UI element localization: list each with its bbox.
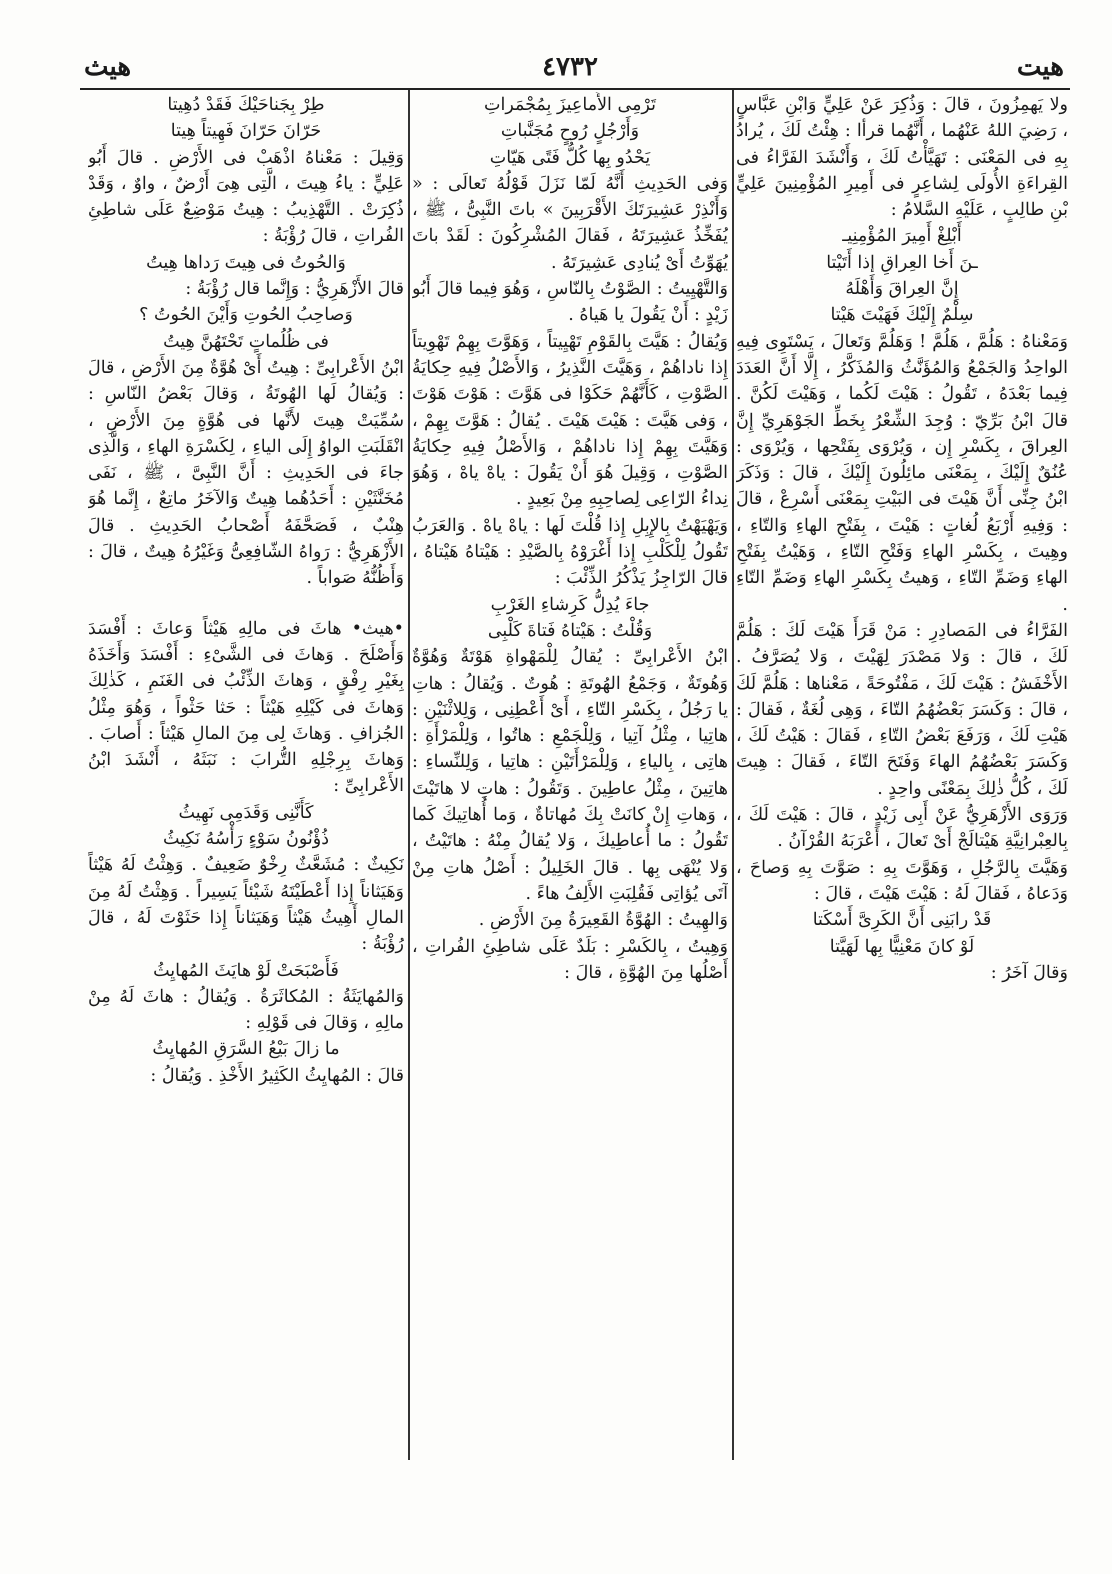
verse-line: كَأَنَّنِى وَقَدَمِى نَهِيثُ: [178, 802, 314, 823]
paragraph: وَيُقالُ : هَيَّتَ بِالقَوْمِ تَهْيِيتاً ، وَهَوَّتَ بِهِمْ تَهْوِيتاً إِذا ناداهُمْ ، وَهَيَّتَ النَّذِيرُ ، وَالأَصْلُ فِيهِ حِكايَةُ الصَّوْتِ ، كَأَنَّهُمْ حَكَوْا فى هَوَّتَ : هَوْتَ هَوْتَ ، وَفى هَيَّتَ : هَيْتَ هَيْتَ . يُقالُ : هَوَّتَ بِهِمْ ، وَهَيَّتَ بِهِمْ إِذا ناداهُمْ ، وَالأَصْلُ فِيهِ حِكايَةُ الصَّوْتِ ، وَقِيلَ هُوَ أَنْ يَقُولَ : ياهْ ياهْ ، وَهُوَ نِداءُ الرّاعِى لِصاحِبِهِ مِنْ بَعِيدٍ .: [412, 331, 728, 510]
paragraph: وَرَوَى الأَزْهَرِيُّ عَنْ أَبِى زَيْدٍ ، قالَ : هَيْتَ لَكَ ، بِالعِبْرانِيَّةِ هَيْتالَجْ أَىْ تَعالَ ، أَعْرَبَهُ القُرْآنُ .: [736, 805, 1068, 852]
paragraph: وَهَيَّتَ بِالرَّجُلِ ، وَهَوَّتَ بِهِ : صَوَّتَ بِهِ وَصاحَ ، وَدَعاهُ ، فَقالَ لَهُ : هَيْتَ هَيْتَ ، قالَ :: [736, 857, 1068, 904]
paragraph: ابْنُ الأَعْرابِىِّ : يُقالُ لِلْمَهْواةِ هَوْتَةٌ وَهُوَّةٌ وَهُوتَةٌ ، وَجَمْعُ الهُوتَةِ : هُوتٌ . وَيُقالُ : هاتِ يا رَجُلُ ، بِكَسْرِ التّاءِ ، أَىْ أَعْطِنِى ، وَلِلاثْنَيْنِ : هاتِيا ، مِثْلُ آتِيا ، وَلِلْجَمْعِ : هاتُوا ، وَلِلْمَرْأَةِ : هاتِى ، بِالياءِ ، وَلِلْمَرْأَتَيْنِ : هاتِيا ، وَلِلنِّساءِ : هاتِينَ ، مِثْلُ عاطِينَ . وَتَقُولُ : هاتِ لا هاتَيْتَ ، وَهاتِ إِنْ كانَتْ بِكَ مُهاتاةٌ ، وَما أُهاتِيكَ كَما تَقُولُ : ما أُعاطِيكَ ، وَلا يُقالُ مِنْهُ : هاتَيْتُ ، وَلا يُنْهَى بِها . قالَ الخَلِيلُ : أَصْلُ هاتِ مِنْ آتَى يُؤاتِى فَقُلِبَتِ الأَلِفُ هاءً .: [412, 647, 728, 904]
column-divider-left: [408, 90, 410, 1460]
verse-line: ـنَ أَخا العِراقِ إذا أَتَيْتا: [826, 252, 978, 273]
verse-line: سِلْمٌ إِلَيْكَ فَهَيْتَ هَيْتا: [830, 305, 974, 326]
verse-line: وَأَرْجُلٍ رُوحٍ مُجَنَّباتِ: [500, 121, 640, 142]
paragraph: وَيَهْيَهْتُ بِالإِبِلِ إِذا قُلْتَ لَها : ياهْ ياهْ . وَالعَرَبُ تَقُولُ لِلْكَلْبِ إِذا أَغْرَوْهُ بِالصَّيْدِ : هَيْتاهُ هَيْتاهُ ، قالَ الرّاجِزُ يَذْكُرُ الذِّئْبَ :: [412, 515, 728, 589]
verse-line: وَقُلْتُ : هَيْتاهُ فَتاةَ كَلْبِى: [487, 620, 653, 641]
paragraph: وَقالَ آخَرُ :: [990, 962, 1068, 983]
verse-line: وَالحُوتُ فى هِيتَ رَداها هِيتُ: [146, 252, 346, 273]
paragraph: وَالتَّهْيِيتُ : الصَّوْتُ بِالنّاسِ ، وَهُوَ فِيما قالَ أَبُو زَيْدٍ : أَنْ يَقُولَ يا هَياهُ .: [412, 279, 728, 326]
paragraph: •هيث• هاثَ فى مالِهِ هَيْثاً وَعاثَ : أَفْسَدَ وَأَصْلَحَ . وَهاثَ فى الشَّىْءِ : أَفْسَدَ وَأَخَذَهُ بِغَيْرِ رِفْقٍ ، وَهاثَ الذِّئْبُ فى الغَنَمِ ، كَذٰلِكَ وَهاثَ فى كَيْلِهِ هَيْثاً : حَثا حَثْواً ، وَهُوَ مِثْلُ الجُزافِ . وَهاثَ لِى مِنَ المالِ هَيْثاً : أَصابَ . وَهاثَ بِرِجْلِهِ التُّرابَ : نَبَثَهُ ، أَنْشَدَ ابْنُ الأَعْرابِىِّ :: [88, 618, 404, 797]
verse-line: طِرْ بِجَناحَيْكَ فَقَدْ دُهِيتا: [167, 95, 325, 115]
paragraph: ولا يَهمِزُونَ ، قالَ : وَذُكِرَ عَنْ عَلِيٍّ وَابْنِ عَبَّاسٍ ، رَضِيَ اللهُ عَنْهُما ، أَنَّهُما قرأا : هِئْتُ لَكَ ، يُرادُ بِهِ فى المَعْنَى : تَهَيَّأْتُ لَكَ ، وَأَنْشَدَ الفَرَّاءُ فى القِراءَةِ الأُولَى لِشاعِرٍ فى أَمِيرِ المُؤْمِنِينَ عَلِيٍّ بْنِ طالِبٍ ، عَلَيْهِ السَّلامُ :: [736, 95, 1068, 221]
paragraph: وَمَعْناهُ : هَلُمَّ ، هَلُمَّ ! وَهَلُمَّ وَتَعالَ ، يَسْتَوِى فِيهِ الواحِدُ وَالجَمْعُ وَالمُؤَنَّثُ وَالمُذَكَّرُ ، إِلَّا أَنَّ العَدَدَ فِيما بَعْدَهُ ، تَقُولُ : هَيْتَ لَكُما ، وَهَيْتَ لَكُنَّ . قالَ ابْنُ بَرِّيّ : وُجِدَ الشِّعْرُ بِخَطِّ الجَوْهَرِيِّ إِنَّ العِراقَ ، بِكَسْرِ إِن ، وَيُرْوَى بِفَتْحِها ، وَيُرْوَى : عُنُقٌ إِلَيْكَ ، بِمَعْنَى مائِلُونَ إِلَيْكَ ، قالَ : وَذَكَرَ ابْنُ جِنِّى أَنَّ هَيْتَ فى البَيْتِ بِمَعْنَى أَسْرِعْ ، قالَ : وَفِيهِ أَرْبَعُ لُغاتٍ : هَيْتَ ، بِفَتْحِ الهاءِ وَالتّاءِ ، وهِيتَ ، بِكَسْرِ الهاءِ وَفَتْحِ التّاءِ ، وَهَيْتُ بِفَتْحِ الهاءِ وَضَمِّ التّاءِ ، وَهيتُ بِكَسْرِ الهاءِ وَضَمِّ التّاءِ .: [736, 331, 1068, 615]
verse-line: ما زالَ بَيْعُ السَّرَقِ المُهايِثُ: [152, 1039, 340, 1060]
header-left-word: هيث: [84, 52, 132, 82]
paragraph: وَهِيتُ ، بِالكَسْرِ : بَلَدٌ عَلَى شاطِئِ الفُراتِ ، أَصْلُها مِنَ الهُوَّةِ ، قالَ :: [412, 936, 728, 983]
column-middle: [412, 92, 728, 1460]
verse-line: أَبْلِغْ أَمِيرَ المُؤْمِنِيـ: [842, 226, 962, 247]
paragraph: ابْنُ الأَعْرابِىِّ : هِيتُ أَىْ هُوَّةٌ مِنَ الأَرْضِ ، قالَ : وَيُقالُ لَها الهُوتَةُ ، وَقالَ بَعْضُ النّاسِ : سُمِّيَتْ هِيتَ لأَنَّها فى هُوَّةٍ مِنَ الأَرْضِ ، انْقَلَبَتِ الواوُ إِلَى الياءِ ، لِكَسْرَةِ الهاءِ ، وَالَّذِى جاءَ فى الحَدِيثِ : أَنَّ النَّبِىَّ ، ﷺ ، نَفَى مُخَنَّثَيْنِ : أَحَدُهُما هِيتٌ وَالآخَرُ ماتِعٌ ، إِنَّما هُوَ هِنْبٌ ، فَصَحَّفَهُ أَصْحابُ الحَدِيثِ . قالَ الأَزْهَرِيُّ : رَواهُ الشّافِعِىُّ وَغَيْرُهُ هِيتٌ ، قالَ : وَأَظُنُّهُ صَواباً .: [88, 357, 404, 589]
verse-line: يَحْدُو بِها كُلُّ فَتًى هَيّاتِ: [489, 147, 651, 168]
page-number: ٤٧٣٢: [542, 52, 598, 82]
verse-line: وَصاحِبُ الحُوتِ وَأَيْنَ الحُوتُ ؟: [139, 305, 353, 326]
verse-line: قَدْ رابَنِى أَنَّ الكَرِىَّ أَسْكَتا: [812, 910, 992, 931]
paragraph: وَالمُهايَثَةُ : المُكاثَرَةُ . وَيُقالُ : هاثَ لَهُ مِنْ مالِهِ ، وَقالَ فى قَوْلِهِ :: [88, 986, 404, 1034]
verse-line: تَرْمِى الأَماعِيزَ بِمُجْمَراتِ: [484, 95, 656, 115]
entry-separator: [88, 592, 404, 616]
verse-line: فَأَصْبَحَتْ لَوْ هايَثَ المُهايِثُ: [153, 960, 339, 981]
paragraph: قالَ الأَزْهَرِيُّ : وَإِنَّما قال رُؤْبَةُ :: [185, 279, 404, 300]
verse-line: جاءَ يُدِلُّ كَرِشاءِ الغَرْبِ: [490, 594, 650, 615]
paragraph: وَقِيلَ : مَعْناهُ اذْهَبْ فى الأَرْضِ . قالَ أَبُو عَلِيٍّ : ياءُ هِيتَ ، الَّتِى هِىَ أَرْضٌ ، واوٌ ، وَقَدْ ذُكِرَتْ . التَّهْذِيبُ : هِيتُ مَوْضِعٌ عَلَى شاطِئِ الفُراتِ ، قالَ رُؤْبَةُ :: [88, 147, 404, 247]
paragraph: نَكِيثٌ : مُشَعَّثٌ رِخْوٌ ضَعِيفٌ . وَهِثْتُ لَهُ هَيْثاً وَهَيَثاناً إِذا أَعْطَيْتَهُ شَيْئاً يَسِيراً . وَهِثْتُ لَهُ مِنَ المالِ أَهِيثُ هَيْثاً وَهَيَثاناً إِذا حَثَوْتَ لَهُ ، قالَ رُؤْبَةُ :: [88, 855, 404, 955]
verse-line: إِنَّ العِراقَ وَأَهْلَهُ: [845, 279, 959, 300]
paragraph: الفَرَّاءُ فى المَصادِرِ : مَنْ قَرَأَ هَيْتَ لَكَ : هَلُمَّ لَكَ ، قالَ : وَلا مَصْدَرَ لِهَيْتَ ، وَلا يُصَرَّفُ . الأَخْفَشُ : هَيْتَ لَكَ ، مَفْتُوحَةً ، مَعْناها : هَلُمَّ لَكَ ، قالَ : وَكَسَرَ بَعْضُهُمُ التّاءَ ، وَهِى لُغَةٌ ، فَقالَ : هَيْتِ لَكَ ، وَرَفَعَ بَعْضُ التّاءِ ، فَقالَ : هَيْتُ لَكَ ، وَكَسَرَ بَعْضُهُمُ الهاءَ وَفَتَحَ التّاءَ ، فَقالَ : هِيتَ لَكَ ، كُلُّ ذٰلِكَ بِمَعْنًى واحِدٍ .: [736, 620, 1068, 799]
paragraph: قالَ : المُهايِثُ الكَثِيرُ الأَخْذِ . وَيُقالُ :: [150, 1065, 404, 1086]
verse-line: ذُؤْنُونُ سَوْءٍ رَأْسُهُ نَكِيثُ: [163, 829, 329, 850]
verse-line: لَوْ كانَ مَعْنِيًّا بِها لَهَيَّتا: [829, 936, 975, 957]
column-divider-right: [732, 90, 734, 1460]
verse-line: حَرّانَ حَرّانَ فَهِيتاً هِيتا: [170, 121, 322, 142]
paragraph: وَالهِيتُ : الهُوَّةُ القَعِيرَةُ مِنَ الأَرْضِ .: [478, 910, 728, 931]
page-header: [70, 52, 1070, 92]
column-left: [88, 92, 404, 1460]
verse-line: فى ظُلُماتٍ تَحْتَهُنَّ هِيتُ: [163, 331, 329, 352]
column-right: [736, 92, 1068, 1460]
paragraph: وَفى الحَدِيثِ أَنَّهُ لَمّا نَزَلَ قَوْلُهُ تَعالَى : « وَأَنْذِرْ عَشِيرَتَكَ الأَقْرَبِينَ » باتَ النَّبِىُّ ، ﷺ ، يُفَخِّذُ عَشِيرَتَهُ ، فَقالَ المُشْرِكُونَ : لَقَدْ باتَ يُهَوِّتُ أَىْ يُنادِى عَشِيرَتَهُ .: [412, 173, 728, 273]
header-right-word: هيت: [1016, 52, 1064, 82]
header-rule: [80, 88, 1070, 90]
